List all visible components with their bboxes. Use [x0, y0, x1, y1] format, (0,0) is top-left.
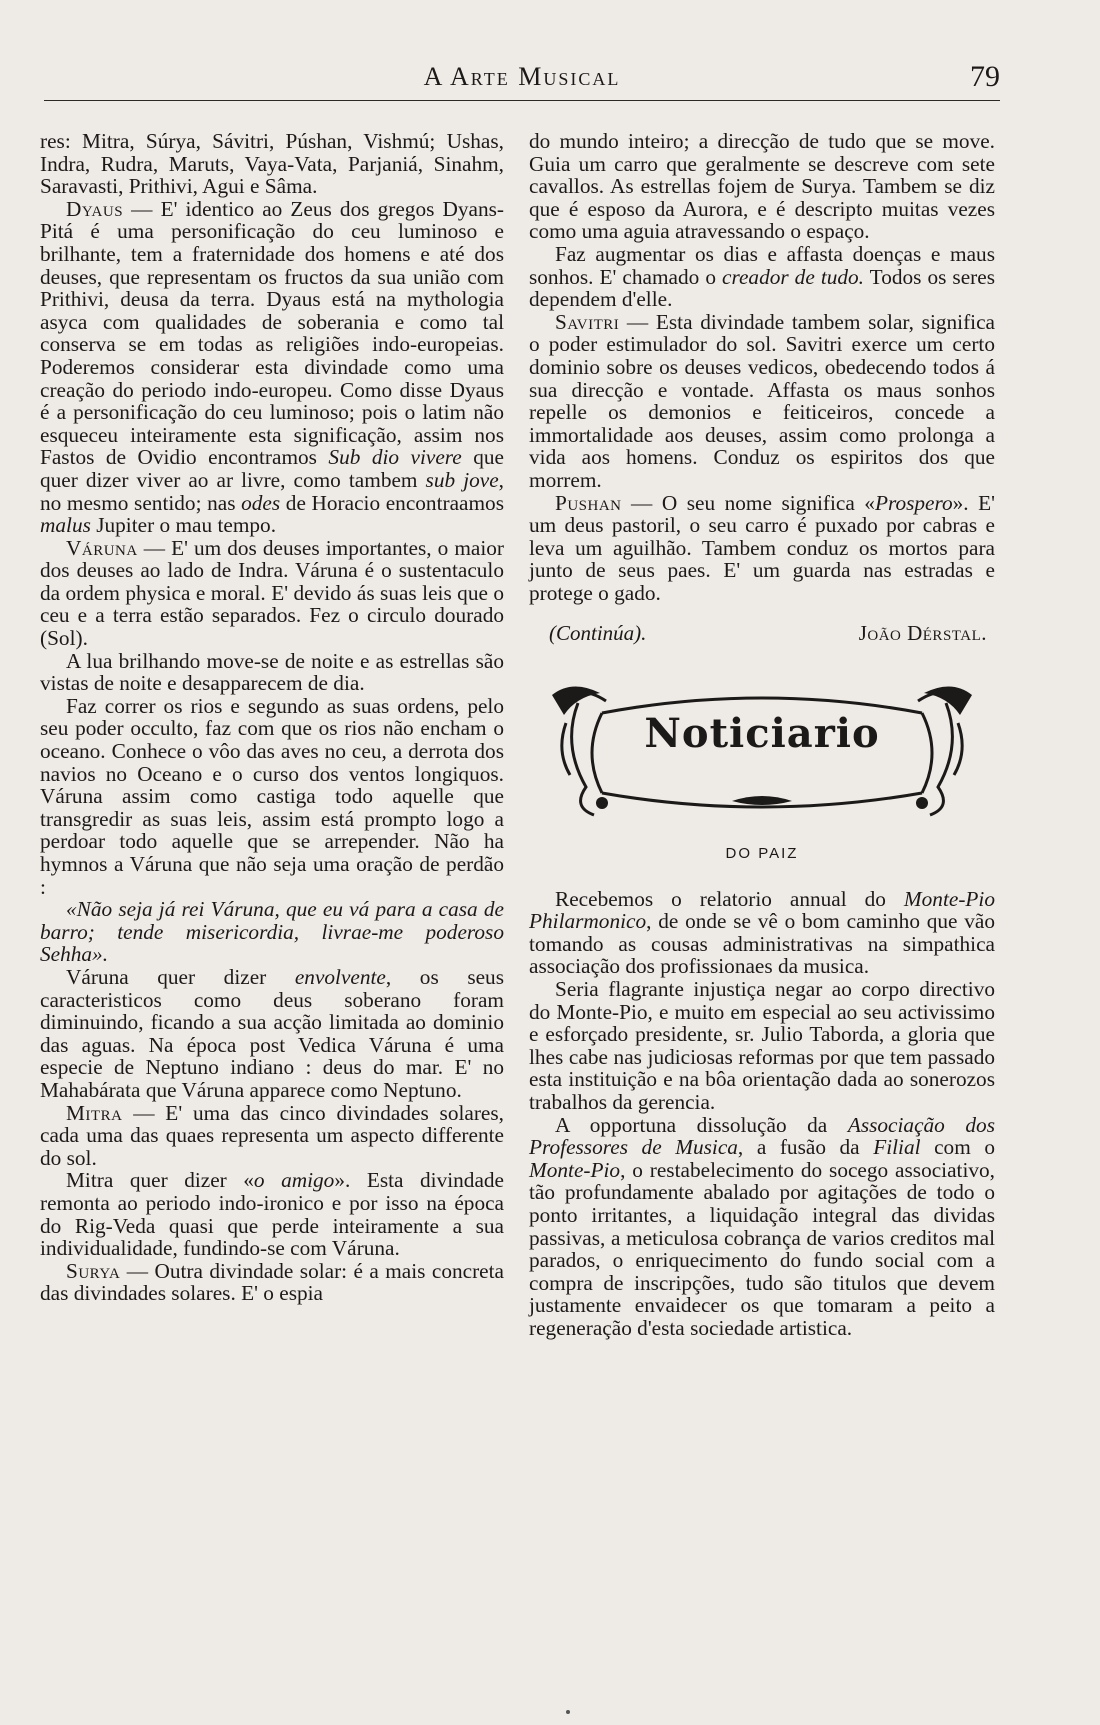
italic-run: envolvente [294, 964, 386, 989]
paragraph-varuna-meaning [40, 966, 504, 1102]
text-run: — E' identico ao Zeus dos gregos Dyans-Pitá é uma personificação do ceu luminoso e brilhante, tem a fraternidade dos homens e até dos deuses, que representam os fructos da sua união com Prithivi, deusa da terra. Dyaus está na mythologia asyca com qualidades de soberania e como tal conserva se em todas as religiões indo-europeias. Poderemos considerar esta divindade como uma creação do periodo indo-europeu. Como disse Dyaus é a personificação do ceu luminoso; pois o latim não esqueceu inteiramente esta significação, assim nos Fastos de Ovidio encontramos [40, 196, 504, 470]
journal-title: A Arte Musical [423, 62, 621, 91]
text-run: — O seu nome significa « [621, 490, 875, 515]
italic-run: o amigo [253, 1168, 335, 1193]
paragraph-news-1 [529, 888, 995, 978]
italic-run: Prospero [874, 490, 953, 515]
text-run: — E' um dos deuses importantes, o maior dos deuses ao lado de Indra. Váruna é o sustentaculo da ordem physica e moral. E' devido ás suas leis que o ceu e a terra estão separados. Fez o circulo dourado (Sol). [40, 535, 504, 651]
left-column [40, 130, 504, 1305]
text-run: — Outra divindade solar: é a mais concreta das divindades solares. E' o espia [40, 1258, 504, 1306]
italic-run: sub jove [425, 467, 499, 492]
text-run: , no mesmo sentido; nas [40, 467, 504, 515]
right-column [529, 130, 995, 1340]
italic-run: Associação dos Professores de Musica [529, 1112, 995, 1160]
continua-note: (Continúa). [549, 621, 647, 646]
banner-title: Noticiario [644, 710, 880, 758]
paragraph-creator [529, 243, 995, 311]
paragraph-surya [40, 1260, 504, 1305]
section-head-savitri: Savitri [555, 309, 620, 334]
text-run: com o [920, 1135, 995, 1160]
italic-run: odes [241, 490, 281, 515]
text-run: , de onde se vê o bom caminho que vão tomando as cousas administrativas na simpathica associação dos profissionaes da musica. [529, 909, 995, 979]
text-run: , os seus caracteristicos como deus soberano foram diminuindo, ficando a sua acção limitada ao dominio das aguas. Na época post Vedica Váruna é uma especie de Neptuno indiano : deus do mar. E' no Mahabárata que Váruna apparece como Neptuno. [40, 964, 504, 1102]
text-run: Váruna quer dizer [66, 964, 295, 989]
italic-run: Filial [873, 1135, 921, 1160]
print-speck [566, 1710, 570, 1714]
text-run: Recebemos o relatorio annual do [555, 886, 904, 911]
text-run: ». E' um deus pastoril, o seu carro é puxado por cabras e leva um aguilhão. Tambem conduz os mortos para junto de seus paes. E' um guarda nas estradas e protege o gado. [529, 490, 995, 605]
paragraph-varuna [40, 537, 504, 650]
italic-run: creador de tudo. [722, 264, 865, 289]
text-run: — Esta divindade tambem solar, significa o poder estimulador do sol. Savitri exerce um certo dominio sobre os deuses vedicos, obedecendo todos á sua direcção e vontade. Affasta os maus sonhos repelle os demonios e feiticeiros, concede a immortalidade aos deuses, assim como prolonga a vida aos homens. Conduz os espiritos dos que morrem. [529, 309, 995, 492]
text-run: Faz augmentar os dias e affasta doenças e maus sonhos. E' chamado o [529, 241, 995, 289]
paragraph-news-3 [529, 1114, 995, 1340]
paragraph-prayer-quote: «Não seja já rei Váruna, que eu vá para a casa de barro; tende misericordia, livrae-me poderoso Sehha». [40, 897, 504, 967]
italic-run: Monte-Pio [529, 1157, 621, 1182]
text-run: — E' uma das cinco divindades solares, cada uma das quaes representa um aspecto differente do sol. [40, 1100, 504, 1170]
paragraph-mitra-meaning [40, 1169, 504, 1259]
section-subhead: DO PAIZ [725, 845, 799, 863]
text-run: Jupiter o mau tempo. [90, 513, 277, 538]
text-run: , a fusão da [737, 1135, 874, 1160]
page-header [44, 58, 1000, 100]
section-head-dyaus: Dyaus [66, 196, 124, 221]
section-head-pushan: Pushan [555, 490, 622, 515]
paragraph-pushan [529, 492, 995, 605]
text-run: Todos os seres dependem d'elle. [529, 264, 996, 312]
author-signature: João Dérstal. [858, 621, 987, 646]
paragraph-mitra [40, 1102, 504, 1170]
paragraph-surya-cont: do mundo inteiro; a direcção de tudo que se move. Guia um carro que geralmente se descreve com sete cavallos. As estrellas fojem de Surya. Tambem se diz que é esposo da Aurora, e é descripto muitas vezes como uma aguia atravessando o espaço. [529, 129, 995, 244]
text-run: de Horacio encontraamos [280, 490, 504, 515]
paragraph-savitri [529, 311, 995, 492]
signature-row [529, 622, 995, 645]
page-number: 79 [970, 60, 1000, 93]
italic-run: Monte-Pio Philarmonico [529, 886, 995, 934]
italic-run: Sub dio vivere [328, 445, 462, 470]
section-head-varuna: Váruna [66, 535, 138, 560]
paragraph-rivers: Faz correr os rios e segundo as suas ordens, pelo seu poder occulto, faz com que os rios não encham o oceano. Conhece o vôo das aves no ceu, a derrota dos navios no Oceano e o curso dos ventos longiquos. Váruna assim como castiga todo aquelle que transgredir as suas leis, assim está prompto logo a perdoar todo aquelle que se arrepender. Não ha hymnos a Váruna que não seja uma oração de perdão : [40, 693, 504, 899]
paragraph-news-2: Seria flagrante injustiça negar ao corpo directivo do Monte-Pio, e muito em especial ao seu activissimo e esforçado presidente, sr. Julio Taborda, a gloria que lhes cabe nas judiciosas reformas por que tem passado esta instituição e na bôa orientação dada ao sonerozos trabalhos da gerencia. [529, 977, 995, 1114]
text-run: Mitra quer dizer « [66, 1168, 254, 1193]
section-head-surya: Surya [66, 1258, 121, 1283]
text-run: que quer dizer viver ao ar livre, como tambem [40, 445, 504, 492]
section-head-mitra: Mitra [66, 1100, 123, 1125]
header-rule [44, 100, 1000, 101]
italic-run: malus [40, 513, 91, 538]
noticiario-banner [542, 675, 982, 835]
paragraph-deity-list: res: Mitra, Súrya, Sávitri, Púshan, Vishmú; Ushas, Indra, Rudra, Maruts, Vaya-Vata, Parjaniá, Sinahm, Saravasti, Prithivi, Agui e Sâma. [40, 129, 504, 199]
paragraph-dyaus [40, 198, 504, 537]
text-run: A opportuna dissolução da [555, 1112, 848, 1137]
text-run: , o restabelecimento do socego associativo, tão profundamente abalado por agitações de todo o ponto irritantes, a liquidação integral das dividas passivas, a meticulosa cobrança de varios creditos mal parados, o enriquecimento do fundo social com a compra de inscripções, tudo são titulos que devem justamente envaidecer os que tomaram a peito a regeneração d'esta sociedade artistica. [529, 1157, 995, 1340]
text-run: ». Esta divindade remonta ao periodo indo-ironico e por isso na época do Rig-Veda quasi que perde inteiramente a sua individualidade, fundindo-se com Váruna. [40, 1168, 504, 1261]
paragraph-moon: A lua brilhando move-se de noite e as estrellas são vistas de noite e desapparecem de dia. [40, 648, 504, 696]
